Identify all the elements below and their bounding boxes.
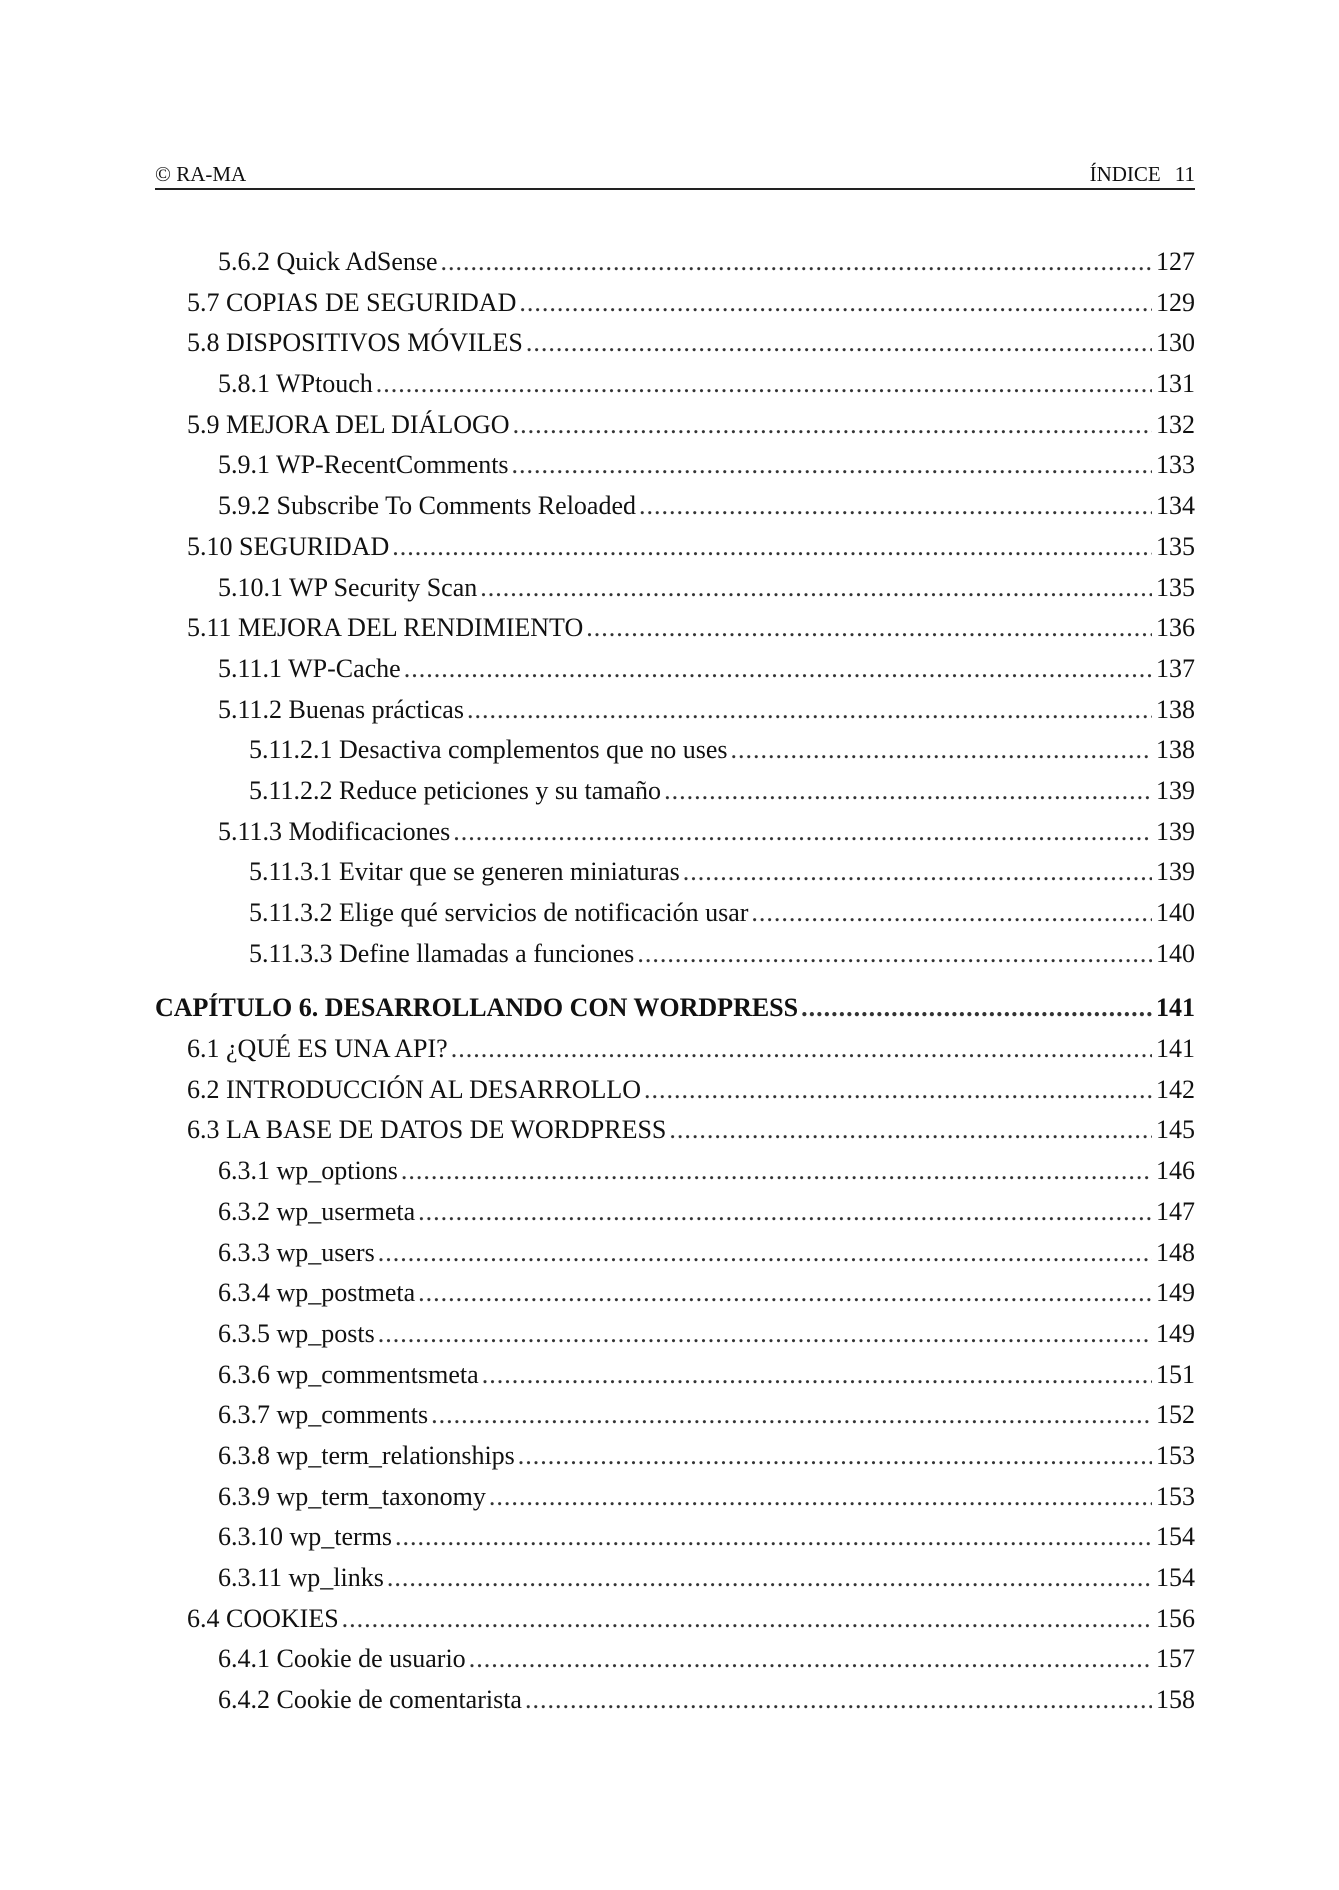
- toc-entry: [155, 1233, 1195, 1274]
- toc-entry-label: 5.8 DISPOSITIVOS MÓVILES: [187, 328, 523, 358]
- dot-leader: [401, 1151, 1152, 1192]
- toc-entry-page-number: 140: [1156, 898, 1195, 927]
- toc-entry: [155, 1639, 1195, 1680]
- dot-leader: [418, 1273, 1152, 1314]
- toc-entry: [155, 364, 1195, 405]
- toc-entry-label: 5.9 MEJORA DEL DIÁLOGO: [187, 409, 510, 439]
- toc-entry: [155, 486, 1195, 527]
- toc-entry-page-number: 139: [1156, 816, 1195, 846]
- toc-entry-page-number: 151: [1156, 1359, 1195, 1389]
- toc-entry: [155, 1192, 1195, 1233]
- toc-entry-page-number: 147: [1156, 1196, 1195, 1226]
- toc-entry-label: 6.3 LA BASE DE DATOS DE WORDPRESS: [187, 1115, 667, 1145]
- dot-leader: [489, 1477, 1152, 1518]
- toc-entry-label: 6.3.5 wp_posts: [218, 1318, 375, 1348]
- toc-entry: [155, 1314, 1195, 1355]
- toc-entry-label: 5.9.2 Subscribe To Comments Reloaded: [218, 491, 636, 521]
- toc-entry-label: 5.10.1 WP Security Scan: [218, 572, 478, 602]
- toc-entry: [155, 1517, 1195, 1558]
- toc-entry-label: 5.11.2.1 Desactiva complementos que no uses: [249, 735, 728, 765]
- toc-entry-page-number: 152: [1156, 1400, 1195, 1430]
- toc-entry-label: 5.11.3.3 Define llamadas a funciones: [249, 938, 635, 968]
- toc-entry: [155, 934, 1195, 975]
- toc-entry-page-number: 156: [1156, 1603, 1195, 1633]
- toc-entry: [155, 730, 1195, 771]
- dot-leader: [482, 1355, 1152, 1396]
- toc-entry: [155, 1558, 1195, 1599]
- toc-entry: [155, 1395, 1195, 1436]
- toc-entry-label: CAPÍTULO 6. DESARROLLANDO CON WORDPRESS: [155, 993, 799, 1023]
- dot-leader: [378, 1233, 1152, 1274]
- toc-entry-page-number: 142: [1156, 1074, 1195, 1104]
- toc-entry: [155, 405, 1195, 446]
- dot-leader: [418, 1192, 1152, 1233]
- toc-entry-label: 6.4 COOKIES: [187, 1603, 339, 1633]
- dot-leader: [683, 852, 1152, 893]
- toc-entry-label: 5.6.2 Quick AdSense: [218, 247, 438, 276]
- toc-entry-label: 5.11.3 Modificaciones: [218, 816, 451, 846]
- dot-leader: [512, 445, 1152, 486]
- dot-leader: [526, 323, 1152, 364]
- toc-entry-label: 5.11 MEJORA DEL RENDIMIENTO: [187, 613, 584, 643]
- dot-leader: [451, 1029, 1152, 1070]
- toc-entry-page-number: 129: [1156, 287, 1195, 317]
- toc-entry-label: 5.7 COPIAS DE SEGURIDAD: [187, 287, 517, 317]
- toc-entry-page-number: 132: [1156, 409, 1195, 439]
- toc-entry-label: 5.11.1 WP-Cache: [218, 653, 401, 683]
- toc-entry: [155, 242, 1195, 283]
- toc-entry-label: 5.10 SEGURIDAD: [187, 531, 390, 561]
- toc-entry-label: 6.3.7 wp_comments: [218, 1400, 429, 1430]
- dot-leader: [404, 649, 1152, 690]
- dot-leader: [387, 1558, 1152, 1599]
- dot-leader: [378, 1314, 1152, 1355]
- toc-entry-page-number: 131: [1156, 369, 1195, 399]
- toc-entry-page-number: 148: [1156, 1237, 1195, 1267]
- toc-entry: [155, 690, 1195, 731]
- toc-entry: [155, 1680, 1195, 1721]
- toc-entry-label: 6.3.11 wp_links: [218, 1563, 384, 1592]
- dot-leader: [639, 486, 1152, 527]
- dot-leader: [637, 934, 1152, 975]
- dot-leader: [518, 1436, 1152, 1477]
- toc-entry-label: 5.9.1 WP-RecentComments: [218, 450, 509, 480]
- toc-entry-label: 6.3.2 wp_usermeta: [218, 1196, 416, 1226]
- toc-chapter-entry: [155, 988, 1195, 1029]
- toc-entry-page-number: 141: [1156, 993, 1195, 1023]
- toc-entry-page-number: 139: [1156, 857, 1195, 887]
- toc-entry-label: 6.3.10 wp_terms: [218, 1522, 393, 1552]
- dot-leader: [480, 568, 1152, 609]
- dot-leader: [664, 771, 1152, 812]
- dot-leader: [801, 988, 1152, 1029]
- toc-entry-page-number: 130: [1156, 328, 1195, 358]
- toc-entry: [155, 445, 1195, 486]
- page-number: 11: [1174, 162, 1195, 186]
- toc-entry-label: 5.11.2.2 Reduce peticiones y su tamaño: [249, 775, 662, 805]
- toc-entry: [155, 1273, 1195, 1314]
- toc-entry-page-number: 136: [1156, 613, 1195, 643]
- toc-entry-page-number: 153: [1156, 1481, 1195, 1511]
- toc-entry-page-number: 146: [1156, 1156, 1195, 1186]
- toc-entry-page-number: 149: [1156, 1318, 1195, 1348]
- toc-entry-label: 6.4.2 Cookie de comentarista: [218, 1685, 522, 1715]
- toc-entry-label: 6.3.1 wp_options: [218, 1156, 398, 1186]
- toc-entry: [155, 568, 1195, 609]
- toc-entry-label: 5.11.3.2 Elige qué servicios de notificación usar: [249, 898, 749, 927]
- dot-leader: [513, 405, 1152, 446]
- toc-entry: [155, 852, 1195, 893]
- toc-entry-page-number: 138: [1156, 735, 1195, 765]
- toc-entry-page-number: 135: [1156, 572, 1195, 602]
- dot-leader: [467, 690, 1152, 731]
- toc-entry: [155, 893, 1195, 934]
- toc-entry: [155, 1151, 1195, 1192]
- dot-leader: [441, 242, 1152, 283]
- dot-leader: [431, 1395, 1152, 1436]
- toc-entry-page-number: 139: [1156, 775, 1195, 805]
- dot-leader: [342, 1599, 1152, 1640]
- section-title: ÍNDICE: [1089, 162, 1161, 186]
- dot-leader: [731, 730, 1153, 771]
- table-of-contents: [155, 242, 1195, 1721]
- toc-entry: [155, 283, 1195, 324]
- toc-entry: [155, 771, 1195, 812]
- dot-leader: [525, 1680, 1152, 1721]
- toc-entry-page-number: 158: [1156, 1685, 1195, 1715]
- toc-entry-page-number: 127: [1156, 247, 1195, 276]
- toc-entry-label: 6.3.9 wp_term_taxonomy: [218, 1481, 486, 1511]
- dot-leader: [644, 1070, 1152, 1111]
- toc-entry-label: 5.11.2 Buenas prácticas: [218, 694, 464, 724]
- toc-entry: [155, 527, 1195, 568]
- dot-leader: [453, 812, 1152, 853]
- dot-leader: [395, 1517, 1152, 1558]
- toc-entry-page-number: 141: [1156, 1034, 1195, 1064]
- header-title-group: [1090, 162, 1195, 187]
- running-header: [155, 158, 1195, 188]
- toc-entry: [155, 1029, 1195, 1070]
- toc-entry-page-number: 153: [1156, 1440, 1195, 1470]
- dot-leader: [519, 283, 1152, 324]
- toc-entry-label: 6.3.6 wp_commentsmeta: [218, 1359, 479, 1389]
- toc-entry: [155, 608, 1195, 649]
- toc-entry: [155, 1110, 1195, 1151]
- toc-entry-label: 6.1 ¿QUÉ ES UNA API?: [187, 1034, 448, 1064]
- dot-leader: [751, 893, 1152, 934]
- header-rule: [155, 188, 1195, 190]
- toc-entry: [155, 812, 1195, 853]
- toc-entry-page-number: 145: [1156, 1115, 1195, 1145]
- toc-entry-page-number: 154: [1156, 1563, 1195, 1592]
- toc-entry-label: 6.3.8 wp_term_relationships: [218, 1440, 515, 1470]
- toc-entry: [155, 1477, 1195, 1518]
- toc-entry: [155, 1599, 1195, 1640]
- toc-entry-page-number: 133: [1156, 450, 1195, 480]
- toc-entry-label: 6.3.3 wp_users: [218, 1237, 375, 1267]
- dot-leader: [586, 608, 1152, 649]
- toc-entry-label: 6.3.4 wp_postmeta: [218, 1278, 416, 1308]
- toc-entry-label: 6.4.1 Cookie de usuario: [218, 1644, 466, 1674]
- dot-leader: [669, 1110, 1152, 1151]
- toc-entry-label: 6.2 INTRODUCCIÓN AL DESARROLLO: [187, 1074, 642, 1104]
- toc-entry-page-number: 134: [1156, 491, 1195, 521]
- toc-entry-page-number: 157: [1156, 1644, 1195, 1674]
- toc-entry-page-number: 140: [1156, 938, 1195, 968]
- toc-entry-label: 5.8.1 WPtouch: [218, 369, 373, 399]
- toc-entry: [155, 1436, 1195, 1477]
- toc-entry: [155, 1355, 1195, 1396]
- toc-entry-page-number: 149: [1156, 1278, 1195, 1308]
- toc-entry: [155, 323, 1195, 364]
- toc-entry-page-number: 154: [1156, 1522, 1195, 1552]
- toc-entry-page-number: 137: [1156, 653, 1195, 683]
- dot-leader: [376, 364, 1152, 405]
- toc-entry-page-number: 138: [1156, 694, 1195, 724]
- dot-leader: [392, 527, 1152, 568]
- publisher-mark: © RA-MA: [155, 162, 247, 186]
- toc-entry-page-number: 135: [1156, 531, 1195, 561]
- toc-entry-label: 5.11.3.1 Evitar que se generen miniaturas: [249, 857, 680, 887]
- toc-entry: [155, 649, 1195, 690]
- dot-leader: [469, 1639, 1152, 1680]
- toc-entry: [155, 1070, 1195, 1111]
